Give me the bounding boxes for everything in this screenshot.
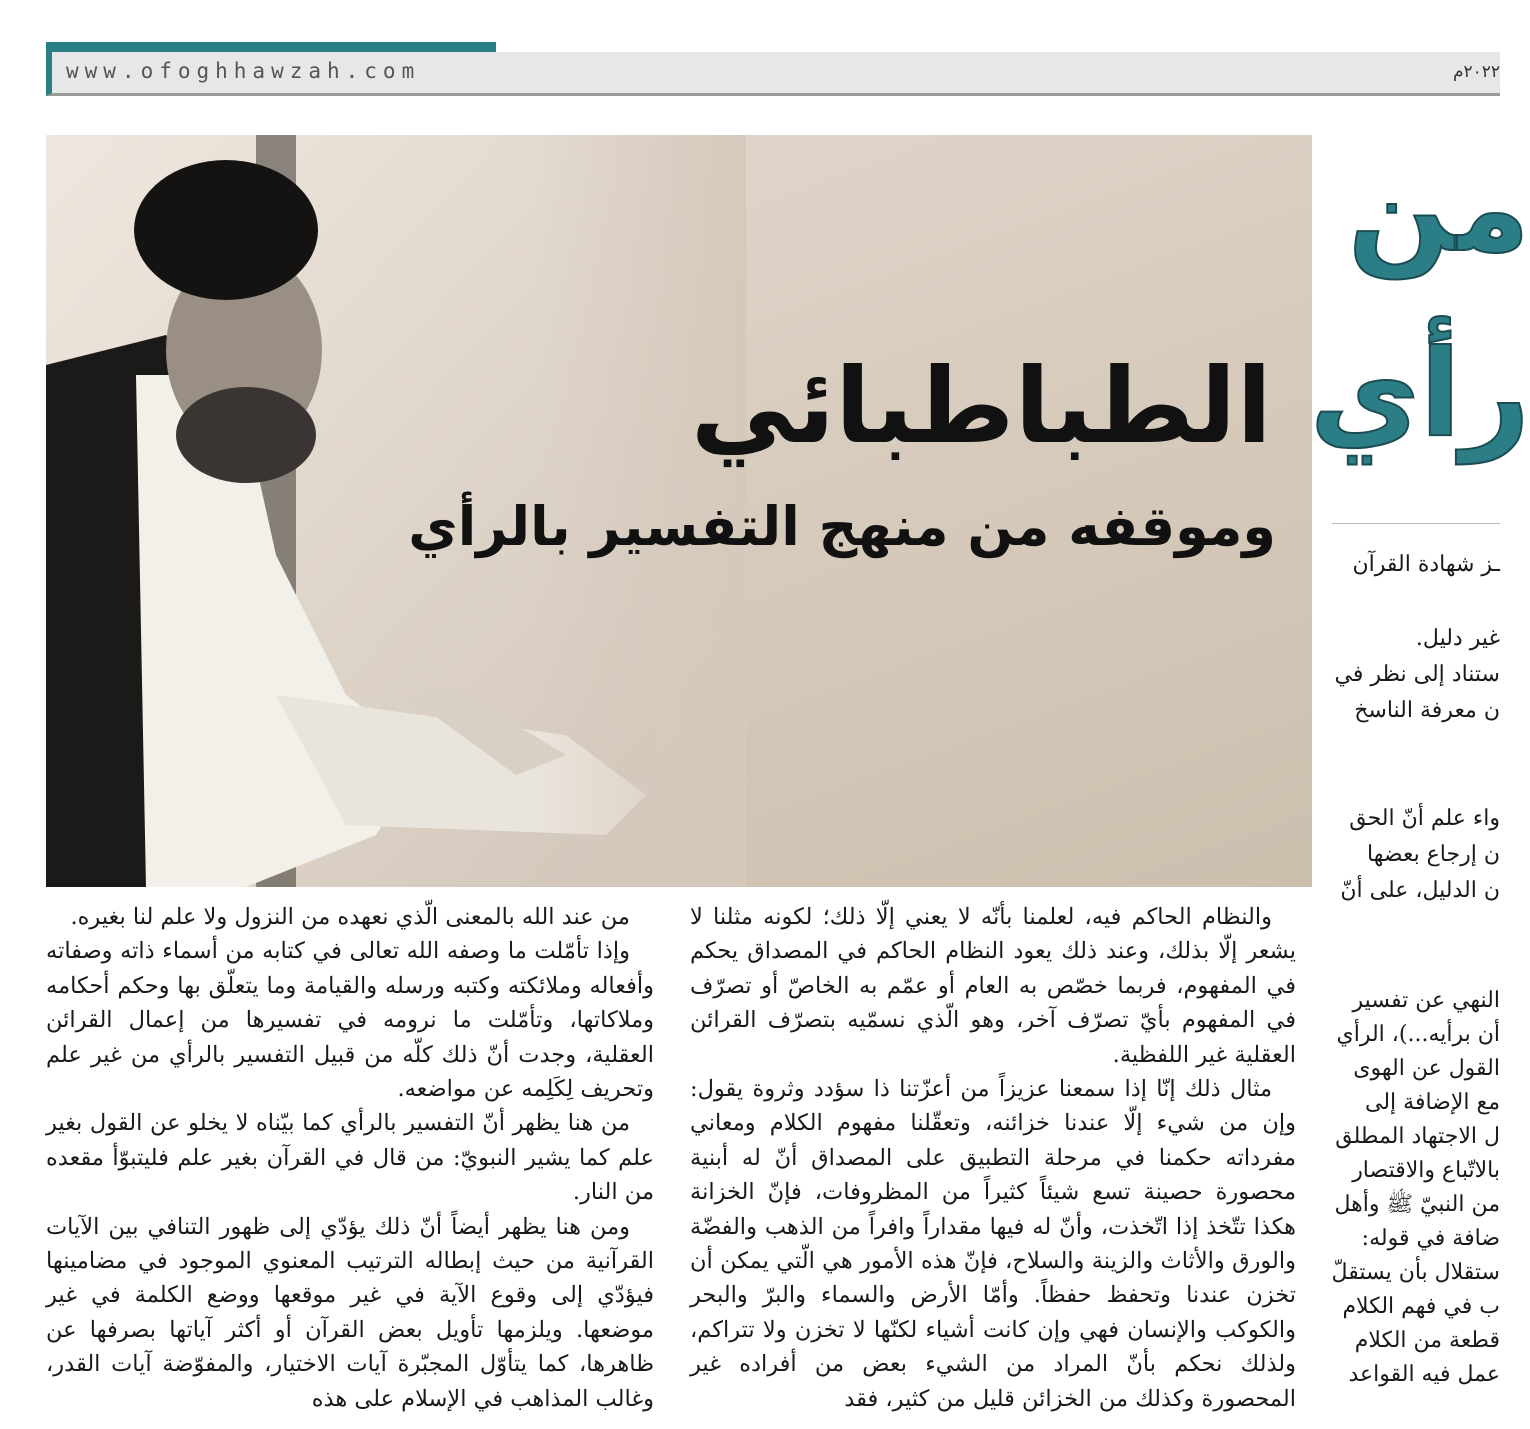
side-article-title	[1309, 140, 1530, 510]
paragraph: مثال ذلك إنّا إذا سمعنا عزيزاً من أعزّتنا ذا سؤدد وثروة يقول: وإن من شيء إلّا عندنا خزائنه، وتعقّلنا مفهوم الكلام ومعاني مفرداته حكمنا في مرحلة التطبيق على المصداق أنّ له أبنية محصورة حصينة تسع شيئاً كثيراً من المظروفات، فإنّ الخزانة هكذا تتّخذ إذا اتّخذت، وأنّ له فيها مقداراً وافراً من الذهب والفضّة والورق والأثاث والزينة والسلاح، فإنّ هذه الأمور هي الّتي يمكن أن تخزن عندنا وتحفظ حفظاً. وأمّا الأرض والسماء والبرّ والبحر والكوكب والإنسان فهي وإن كانت أشياء لكنّها لا تخزن ولا تتراكم، ولذلك نحكم بأنّ المراد من الشيء بعض من أفراده غير المحصورة وكذلك من الخزائن قليل من كثير، فقد	[690, 1076, 1296, 1412]
side-line: بالاتّباع والاقتصار	[1352, 1158, 1500, 1183]
side-title-line-2: رأي	[1309, 325, 1530, 464]
side-line: ستقلال بأن يستقلّ	[1331, 1260, 1500, 1285]
side-line: ل الاجتهاد المطلق	[1335, 1124, 1500, 1149]
hero-title: الطباطبائي	[690, 345, 1272, 467]
side-line: أن برأيه...)، الرأي	[1336, 1022, 1500, 1047]
issue-date: ۲۰۲۲م	[1452, 62, 1500, 82]
article-column-middle	[690, 900, 1296, 1429]
side-line: قطعة من الكلام	[1354, 1328, 1500, 1353]
paragraph: من هنا يظهر أنّ التفسير بالرأي كما بيّناه لا يخلو عن القول بغير علم كما يشير النبويّ: من قال في القرآن بغير علم فليتبوّأ مقعده من النار.	[46, 1110, 654, 1206]
header-accent-bar	[46, 42, 496, 52]
side-line: ضافة في قوله:	[1361, 1226, 1500, 1251]
side-line: ن الدليل، على أنّ	[1340, 878, 1500, 903]
paragraph: ومن هنا يظهر أيضاً أنّ ذلك يؤدّي إلى ظهور التنافي بين الآيات القرآنية من حيث إبطاله الترتيب المعنوي الموجود في مضامينها فيؤدّي إلى وقوع الآية في غير موقعها ووضع الكلمة في غير موضعها. ويلزمها تأويل بعض القرآن أو أكثر آياتها بصرفها عن ظاهرها، كما يتأوّل المجبّرة آيات الاختيار، والمفوّضة آيات القدر، وغالب المذاهب في الإسلام على هذه	[46, 1213, 654, 1412]
side-divider	[1332, 523, 1500, 524]
article-column-left	[46, 900, 654, 1429]
side-line: غير دليل.	[1415, 626, 1500, 651]
side-line: من النبيّ ﷺ وأهل	[1334, 1192, 1500, 1217]
page-header	[46, 52, 1500, 96]
side-line: واء علم أنّ الحق	[1349, 806, 1500, 831]
side-line: ن إرجاع بعضها	[1367, 842, 1500, 867]
side-title-line-1: من	[1347, 140, 1530, 279]
side-line: ب في فهم الكلام	[1342, 1294, 1500, 1319]
paragraph: والنظام الحاكم فيه، لعلمنا بأنّه لا يعني إلّا ذلك؛ لكونه مثلنا لا يشعر إلّا بذلك، وعند ذلك يعود النظام الحاكم في المصداق يحكم في المفهوم، فربما خصّص به العام أو عمّم به الخاصّ أو تصرّف في المفهوم بأيّ تصرّف آخر، وهو الّذي نسمّيه بتصرّف القرائن العقلية غير اللفظية.	[690, 904, 1296, 1068]
site-url[interactable]: www.ofoghhawzah.com	[66, 59, 421, 83]
hero-banner	[46, 135, 1312, 887]
side-line: النهي عن تفسير	[1352, 988, 1500, 1013]
side-line: عمل فيه القواعد	[1348, 1362, 1500, 1387]
side-line: مع الإضافة إلى	[1365, 1090, 1500, 1115]
side-line: ن معرفة الناسخ	[1354, 698, 1500, 723]
paragraph: وإذا تأمّلت ما وصفه الله تعالى في كتابه من أسماء ذاته وصفاته وأفعاله وملائكته وكتبه ورسله والقيامة وما يتعلّق بها وحكم أحكامه وملاكاتها، وتأمّلت ما نرومه في تفسيرها من إعمال القرائن العقلية، وجدت أنّ ذلك كلّه من قبيل التفسير بالرأي من غير علم وتحريف لِكَلِمه عن مواضعه.	[46, 938, 654, 1103]
paragraph: من عند الله بالمعنى الّذي نعهده من النزول ولا علم لنا بغيره.	[70, 904, 630, 930]
hero-subtitle: وموقفه من منهج التفسير بالرأي	[408, 495, 1276, 558]
side-line: ستناد إلى نظر في	[1334, 662, 1500, 687]
side-column	[1332, 540, 1500, 1429]
side-line: ـز شهادة القرآن	[1352, 552, 1500, 577]
side-line: القول عن الهوى	[1353, 1056, 1500, 1081]
